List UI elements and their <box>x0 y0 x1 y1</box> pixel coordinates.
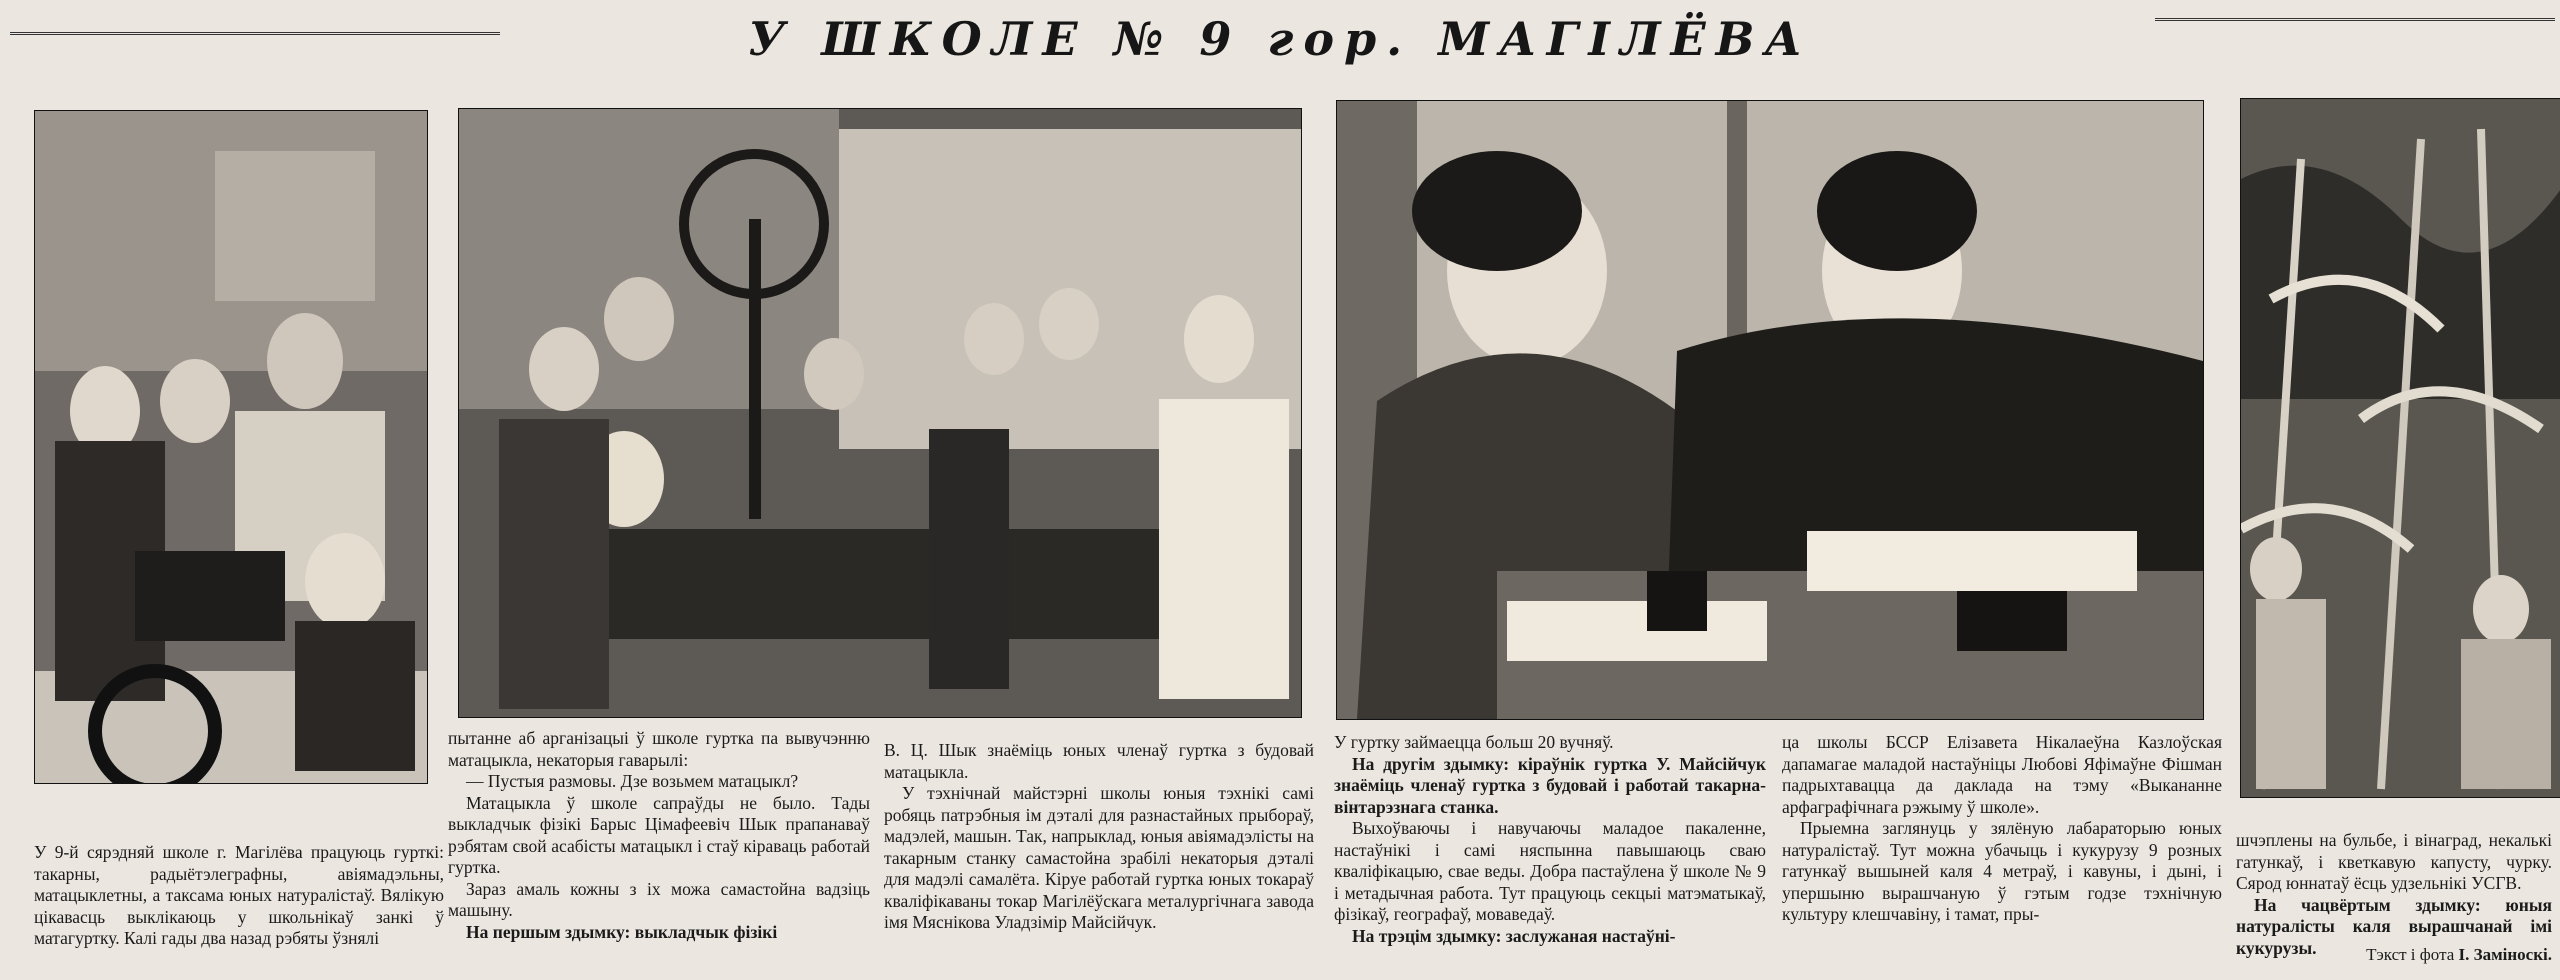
article-column-6 <box>2236 830 2552 959</box>
article-column-4 <box>1334 732 1766 947</box>
column-4-paragraph-1: У гуртку займаецца больш 20 вучняў. <box>1334 732 1614 752</box>
photo-corn-plants <box>2240 98 2560 798</box>
second-photo-caption: На другім здымку: кіраўнік гуртка У. Майсійчук знаёміць членаў гуртка з будовай і работай такарна-вінтарэзнага станка. <box>1334 753 1766 817</box>
article-column-5 <box>1782 732 2222 926</box>
photo-motorcycle-group <box>34 110 428 784</box>
column-3-paragraph-2: У тэхнічнай майстэрні школы юныя тэхнікі самі робяць патрэбныя ім дэталі для разнастайных прыбораў, мадэлей, машын. Так, напрыклад, юныя авіямадэлісты на такарным станку самастойна зрабілі некаторыя дэталі для мадэлі самалёта. Кіруе работай гуртка юных токараў кваліфікаваны токар Магілёўскага металургічнага завода імя Мяснікова Уладзімір Майсійчук. <box>884 783 1314 932</box>
author-credit <box>2366 945 2552 965</box>
column-2-paragraph-2: — Пустыя размовы. Дзе возьмем матацыкл? <box>466 771 799 791</box>
article-column-3 <box>884 740 1314 934</box>
column-2-paragraph-3: Матацыкла ў школе сапраўды не было. Тады выкладчык фізікі Барыс Цімафеевіч Шык прапанаваў рэбятам свой асабісты матацыкл і стаў кіраваць работай гуртка. <box>448 792 870 877</box>
credit-name: І. Заміноскі. <box>2458 945 2552 964</box>
article-intro-paragraph: У 9-й сярэдняй школе г. Магілёва працуюць гурткі: такарны, радыётэлеграфны, авіямадэльны, матацыклетны, а таксама юных натуралістаў. Вялікую цікавасць выклікаюць у школьнікаў занкі ў матагуртку. Калі гады два назад рэбяты ўзнялі <box>34 842 444 948</box>
credit-label: Тэкст і фота <box>2366 945 2455 964</box>
column-5-paragraph-2: Прыемна заглянуць у зялёную лабараторыю юных натуралістаў. Тут можна убачыць і кукурузу 9 розных гатункаў вышыней каля 4 метраў, і кавуны, і дыні, і упершыню вырашчаную ў гэтым годзе тэхнічную культуру клешчавіну, і тамат, пры- <box>1782 818 2222 924</box>
column-6-paragraph-1: шчэплены на бульбе, і вінаград, некалькі гатункаў, і кветкавую капусту, чурку. Сярод юннатаў ёсць удзельнікі УСГВ. <box>2236 830 2552 893</box>
photo-two-teachers <box>1336 100 2204 720</box>
column-4-paragraph-3: Выхоўваючы і навучаючы маладое пакаленне, настаўнікі і самі няспынна павышаюць сваю кваліфікацыю, свае веды. Добра пастаўлена ў школе № 9 і метадычная работа. Тут працуюць секцыі матэматыкаў, фізікаў, географаў, моваведаў. <box>1334 818 1766 924</box>
third-photo-caption: На трэцім здымку: заслужаная настаўні- <box>1352 925 1676 946</box>
page-headline: У ШКОЛЕ № 9 гор. МАГІЛЁВА <box>748 12 1812 66</box>
column-2-paragraph-4: Зараз амаль кожны з іх можа самастойна вадзіць машыну. <box>448 878 870 920</box>
first-photo-caption: На першым здымку: выкладчык фізікі <box>466 921 778 942</box>
article-column-1 <box>34 842 444 950</box>
third-photo-caption-continued: ца школы БССР Елізавета Нікалаеўна Казлоўская дапамагае маладой настаўніцы Любові Яфімаўне Фішман падрыхтавацца да даклада на тэму «Выкананне арфаграфічнага рэжыму ў школе». <box>1782 732 2222 817</box>
article-column-2 <box>448 728 870 943</box>
photo-lathe-workshop <box>458 108 1302 718</box>
first-photo-caption-continued: В. Ц. Шык знаёміць юных членаў гуртка з будовай матацыкла. <box>884 740 1314 782</box>
column-2-paragraph-1: пытанне аб арганізацыі ў школе гуртка па вывучэнню матацыкла, некаторыя гаварылі: <box>448 728 870 770</box>
fourth-photo-caption: На чацвёртым здымку: юныя натуралісты каля вырашчанай імі кукурузы. <box>2236 894 2552 958</box>
